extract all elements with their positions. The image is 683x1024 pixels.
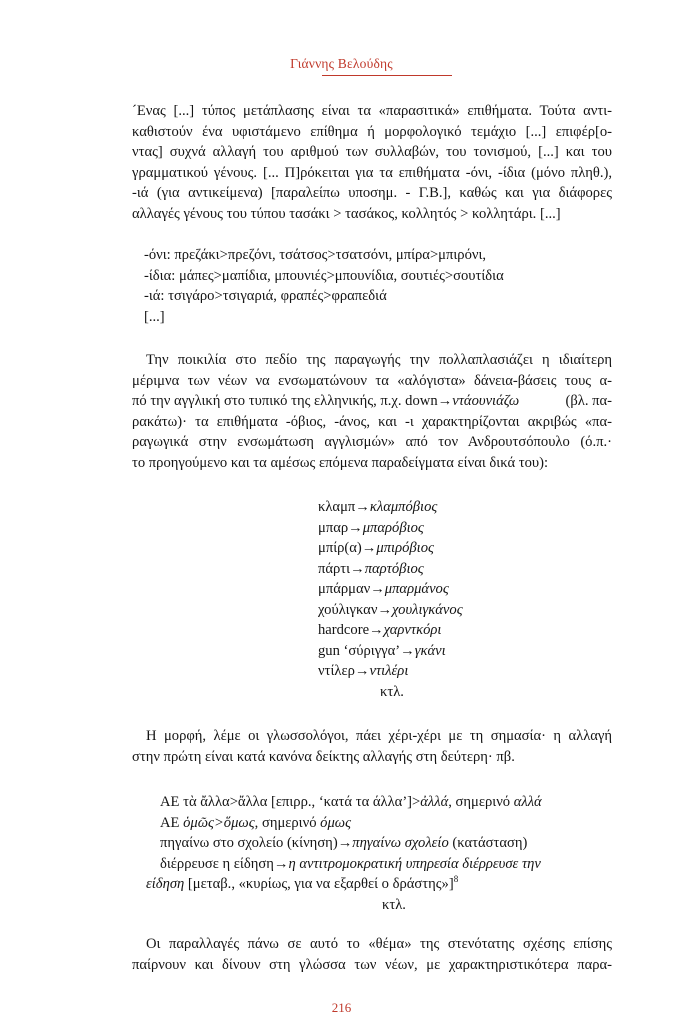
text-line: ρακάτω)· τα επιθήματα -όβιος, -άνος, και -ι χαρακτηρίζονται ακριβώς «πα- xyxy=(132,413,612,430)
text-line xyxy=(132,391,612,412)
example-line xyxy=(318,538,463,559)
example-line xyxy=(318,559,463,580)
example-derived: χουλιγκάνος xyxy=(392,601,463,618)
text-segment: η αντιτρομοκρατική υπηρεσία διέρρευσε την xyxy=(288,855,541,872)
text-line: Η μορφή, λέμε οι γλωσσολόγοι, πάει χέρι-χέρι με τη σημασία· η αλλαγή xyxy=(146,728,612,744)
running-header-author: Γιάννης Βελούδης xyxy=(290,56,393,71)
text-line: ´Ενας [...] τύπος μετάπλασης είναι τα «παρασιτικά» επιθήματα. Τούτα αντι- xyxy=(132,103,612,119)
example-line: [...] xyxy=(144,308,165,325)
header-rule xyxy=(322,75,452,76)
text-segment: ἀλλά xyxy=(420,794,449,810)
arrow-symbol: → xyxy=(370,581,385,597)
example-line: -όνι: πρεζάκι>πρεζόνι, τσάτσος>τσατσόνι, μπίρα>μπιρόνι, xyxy=(144,247,487,263)
text-segment: είδηση xyxy=(146,876,185,892)
example-base: μπαρ xyxy=(318,519,349,536)
arrow-symbol: → xyxy=(348,519,363,536)
text-line: Οι παραλλαγές πάνω σε αυτό το «θέμα» της στενότατης σχέσης επίσης xyxy=(146,936,612,952)
example-line xyxy=(160,792,542,813)
example-line xyxy=(160,813,542,834)
text-segment: ὁμῶς>ὅμως xyxy=(183,814,255,831)
example-base: gun ‘σύριγγα’ xyxy=(318,642,401,659)
arrow-symbol: → xyxy=(350,560,365,577)
example-line: -ίδια: μάπες>μαπίδια, μπουνιές>μπουνίδια, σουτιές>σουτίδια xyxy=(144,267,504,284)
text-segment: ΑΕ τὰ ἄλλα>ἄλλα [επιρρ., ‘κατά τα άλλα’]> xyxy=(160,794,421,810)
example-base: πάρτι xyxy=(318,560,351,577)
text-line: ντας] συχνά αλλαγή του αριθμού των συλλαβών, του τονισμού, [...] και του xyxy=(132,144,612,160)
arrow-symbol: → xyxy=(437,393,453,409)
etc-marker: κτλ. xyxy=(380,683,404,700)
text-segment: (βλ. πα- xyxy=(565,393,612,409)
example-line xyxy=(160,833,542,854)
example-base: ντίλερ xyxy=(318,663,355,679)
example-base: μπάρμαν xyxy=(318,581,371,597)
arrow-symbol: → xyxy=(369,622,384,638)
text-segment: πηγαίνω σχολείο xyxy=(352,835,449,851)
text-line: αλλαγές γένους του τύπου τασάκι > τασάκος, κολλητός > κολλητάρι. [...] xyxy=(132,205,561,222)
example-line xyxy=(318,518,463,539)
example-line xyxy=(160,854,542,875)
example-derived: κλαμπόβιος xyxy=(369,499,438,515)
arrow-symbol: → xyxy=(355,499,370,515)
arrow-symbol: → xyxy=(337,835,353,851)
example-line: -ιά: τσιγάρο>τσιγαριά, φραπές>φραπεδιά xyxy=(144,288,387,304)
text-segment: , σημερινό xyxy=(254,814,321,831)
example-derived: χαρντκόρι xyxy=(383,622,442,638)
text-segment: διέρρευσε η είδηση xyxy=(160,855,274,872)
arrow-symbol: → xyxy=(273,855,289,872)
example-line xyxy=(318,620,463,641)
text-line: -ιά (για αντικείμενα) [παραλείπω υποσημ. - Γ.Β.], καθώς και για διάφορες xyxy=(132,185,612,201)
text-line: το προηγούμενο και τα αμέσως επόμενα παραδείγματα είναι δικά του): xyxy=(132,454,549,471)
text-segment: όμως xyxy=(320,814,352,831)
example-derived: ντιλέρι xyxy=(369,663,409,679)
example-base: κλαμπ xyxy=(318,499,356,515)
page-number: 216 xyxy=(331,1000,352,1015)
body-paragraph xyxy=(132,350,612,473)
text-segment: ντάουνιάζω xyxy=(452,393,520,409)
example-base: χούλιγκαν xyxy=(318,601,378,618)
text-segment: (κατάσταση) xyxy=(448,835,528,851)
text-line: γραμματικού γένους. [... Π]ρόκειται για τα επιθήματα -όνι, -ίδια (μόνο πληθ.), xyxy=(132,164,612,181)
text-line: Την ποικιλία στο πεδίο της παραγωγής την πολλαπλασιάζει η ιδιαίτερη xyxy=(146,352,612,368)
example-line xyxy=(318,641,463,662)
etc-marker: κτλ. xyxy=(382,896,406,913)
arrow-symbol: → xyxy=(377,601,393,618)
suffix-examples xyxy=(144,245,504,327)
arrow-symbol: → xyxy=(354,663,370,679)
arrow-symbol: → xyxy=(361,540,377,556)
loanword-examples xyxy=(318,497,463,702)
example-line xyxy=(318,661,463,682)
example-derived: μπαρμάνος xyxy=(384,581,449,597)
text-segment: αλλά xyxy=(513,794,542,810)
footnote-marker: 8 xyxy=(453,874,459,885)
example-line xyxy=(318,600,463,621)
quote-paragraph xyxy=(132,101,612,224)
example-base: hardcore xyxy=(318,622,370,638)
text-segment: [μεταβ., «κυρίως, για να εξαρθεί ο δράστης»] xyxy=(184,876,454,892)
text-segment: πό την αγγλική στο τυπικό της ελληνικής, π.χ. down xyxy=(132,393,438,409)
text-line: στην πρώτη είναι κατά κανόνα δείκτης αλλαγής στη δεύτερη· πβ. xyxy=(132,748,515,765)
body-paragraph xyxy=(132,726,612,767)
text-line: παίρνουν και δίνουν στη γλώσσα των νέων, με χαρακτηριστικότερα παρα- xyxy=(132,956,612,973)
example-derived: μπιρόβιος xyxy=(376,540,434,556)
example-line xyxy=(318,497,463,518)
body-paragraph xyxy=(132,934,612,975)
example-derived: παρτόβιος xyxy=(364,560,424,577)
example-base: μπίρ(α) xyxy=(318,540,362,556)
arrow-symbol: → xyxy=(400,642,415,659)
text-line: καθιστούν ένα υφιστάμενο επίθημα ή μορφολογικό τεμάχιο [...] επιφέρ[ο- xyxy=(132,123,612,140)
semantic-change-examples xyxy=(146,792,542,915)
text-segment: , σημερινό xyxy=(448,794,514,810)
example-line xyxy=(146,874,542,895)
example-line xyxy=(318,579,463,600)
example-derived: μπαρόβιος xyxy=(362,519,424,536)
text-segment: πηγαίνω στο σχολείο (κίνηση) xyxy=(160,835,338,851)
text-line: ραγωγικά στην ενσωμάτωση αγγλισμών» από τον Ανδρουτσόπουλο (ό.π.· xyxy=(132,434,612,450)
text-line: μέριμνα των νέων να ενσωματώνουν τα «αλόγιστα» δάνεια-βάσεις τους α- xyxy=(132,372,612,389)
text-segment: ΑΕ xyxy=(160,814,184,831)
example-derived: γκάνι xyxy=(414,642,446,659)
